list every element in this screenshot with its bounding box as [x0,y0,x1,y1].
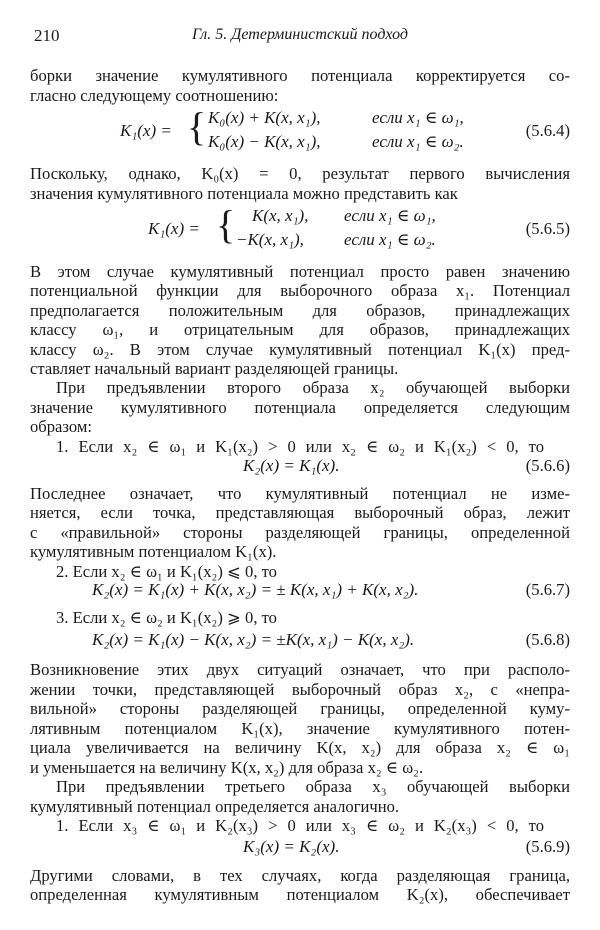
text-line: При предъявлении второго образа x₂ обучающей выборки [56,378,570,397]
equation-number: (5.6.8) [525,630,570,649]
text-line: гласно следующему соотношению: [30,86,279,105]
text-line: кумулятивным потенциалом K₁(x). [30,542,277,561]
text-line: В этом случае кумулятивный потенциал просто равен значению [30,262,570,281]
equation-lhs: K₁(x) = [148,219,200,238]
text-line: 1. Если x₃ ∈ ω₁ и K₂(x₃) > 0 или x₃ ∈ ω₂ и K₂(x₃) < 0, то [56,816,544,835]
text-line: борки значение кумулятивного потенциала корректируется со- [30,66,570,85]
text-line: 2. Если x₂ ∈ ω₁ и K₁(x₂) ⩽ 0, то [56,562,277,581]
equation-number: (5.6.9) [525,837,570,856]
case-condition: если x₁ ∈ ω₁, [372,108,464,127]
equation-5-6-8: K₂(x) = K₁(x) − K(x, x₂) = ±K(x, x₁) − K(x, x₂). [92,630,415,649]
case-condition: если x₁ ∈ ω₁, [344,206,436,225]
text-line: определенная кумулятивным потенциалом K₂(x), обеспечивает [30,885,570,904]
equation-5-6-9: K₃(x) = K₂(x). [243,837,340,856]
equation-number: (5.6.5) [525,219,570,238]
text-line: вильной» стороны разделяющей границы, определенной куму- [30,699,570,718]
equation-number: (5.6.7) [525,580,570,599]
equation-5-6-7: K₂(x) = K₁(x) + K(x, x₂) = ± K(x, x₁) + K(x, x₂). [92,580,419,599]
text-line: и уменьшается на величину K(x, x₂) для образа x₂ ∈ ω₂. [30,758,424,777]
text-line: Последнее означает, что кумулятивный потенциал не изме- [30,484,570,503]
equation-number: (5.6.6) [525,456,570,475]
text-line: ставляет начальный вариант разделяющей границы. [30,359,399,378]
case-condition: если x₁ ∈ ω₂. [372,132,464,151]
running-head: Гл. 5. Детерминистский подход [191,26,408,43]
equation-number: (5.6.4) [525,121,570,140]
text-line: няется, если точка, представляющая выборочный образ, лежит [30,503,570,522]
case-expression: K(x, x₁), [252,206,309,225]
text-line: кумулятивный потенциал определяется аналогично. [30,797,400,816]
case-expression: −K(x, x₁), [236,230,304,249]
text-line: 3. Если x₂ ∈ ω₂ и K₁(x₂) ⩾ 0, то [56,608,277,627]
brace-icon: { [216,202,236,247]
case-expression: K₀(x) − K(x, x₁), [208,132,321,151]
text-line: Возникновение этих двух ситуаций означает, что при располо- [30,660,570,679]
equation-lhs: K₁(x) = [120,121,172,140]
text-line: с «правильной» стороны разделяющей границы, определенной [30,523,570,542]
text-line: предполагается положительным для образов, принадлежащих [30,301,570,320]
text-line: классу ω₂. В этом случае кумулятивный потенциал K₁(x) пред- [30,340,570,359]
text-line: циала увеличивается на величину K(x, x₂) для образа x₂ ∈ ω₁ [30,738,570,757]
text-line: 1. Если x₂ ∈ ω₁ и K₁(x₂) > 0 или x₂ ∈ ω₂ и K₁(x₂) < 0, то [56,437,544,456]
text-line: значение кумулятивного потенциала определяется следующим [30,398,570,417]
brace-icon: { [187,104,207,149]
text-line: жении точки, представляющей выборочный образ x₂, с «непра- [30,680,570,699]
text-line: Другими словами, в тех случаях, когда разделяющая граница, [30,866,570,885]
text-line: При предъявлении третьего образа x₃ обучающей выборки [56,777,570,796]
page-number: 210 [34,26,60,45]
equation-5-6-6: K₂(x) = K₁(x). [243,456,340,475]
case-condition: если x₁ ∈ ω₂. [344,230,436,249]
text-line: потенциальной функции для выборочного образа x₁. Потенциал [30,281,570,300]
text-line: Поскольку, однако, K₀(x) = 0, результат первого вычисления [30,164,570,183]
text-line: значения кумулятивного потенциала можно представить как [30,184,458,203]
text-line: образом: [30,417,92,436]
page-header [34,26,566,48]
text-line: классу ω₁, и отрицательным для образов, принадлежащих [30,320,570,339]
text-line: лятивным потенциалом K₁(x), значение кумулятивного потен- [30,719,570,738]
case-expression: K₀(x) + K(x, x₁), [208,108,321,127]
